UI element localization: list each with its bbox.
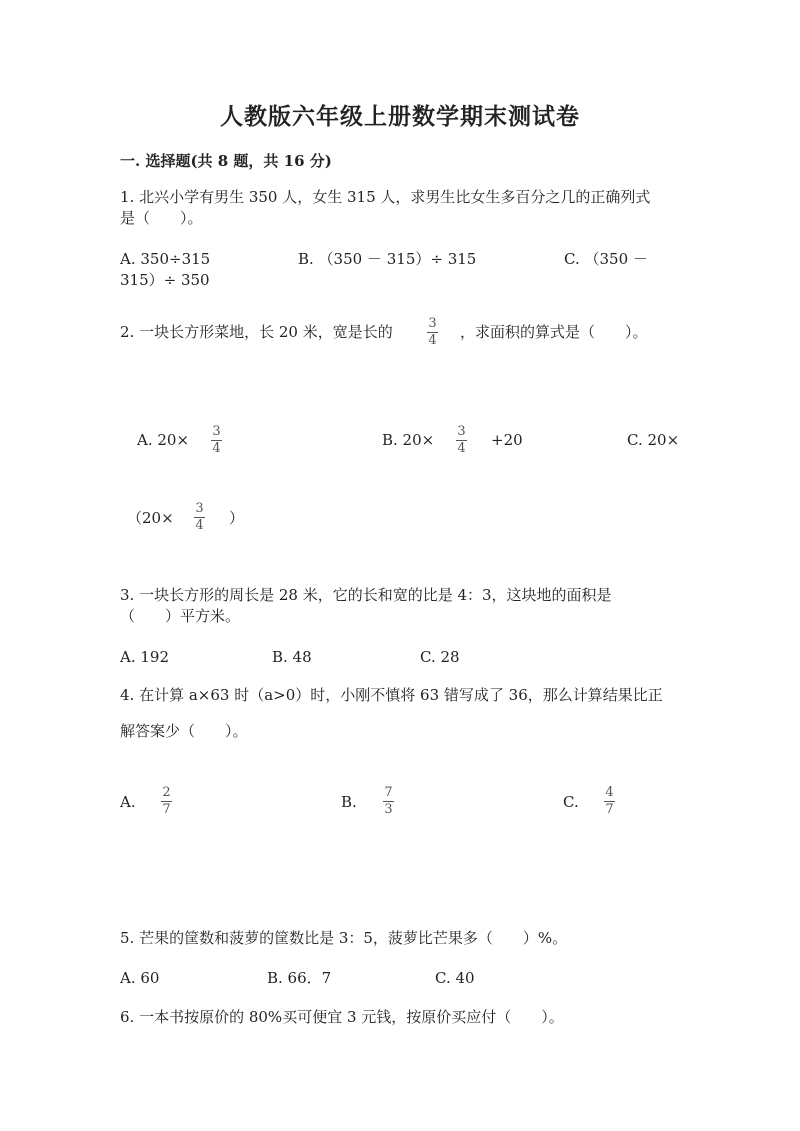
fraction-numerator: 7 — [384, 785, 393, 800]
question-2-option-d-close: ） — [229, 509, 245, 527]
fraction-numerator: 3 — [457, 424, 466, 439]
question-5-option-a: A. 60 — [120, 969, 160, 987]
question-4-option-c: C. — [563, 793, 579, 811]
fraction-denominator: 4 — [428, 333, 437, 348]
question-6-text: 6. 一本书按原价的 80%买可便宜 3 元钱，按原价买应付（ ）。 — [120, 1008, 564, 1026]
question-4-option-a: A. — [120, 793, 136, 811]
question-5-option-b: B. 66．7 — [267, 969, 332, 987]
question-4-text-line2: 解答案少（ ）。 — [120, 722, 248, 740]
question-5-option-c: C. 40 — [435, 969, 475, 987]
question-4-option-a-fraction — [161, 786, 172, 817]
fraction-denominator: 4 — [212, 441, 221, 456]
question-3-option-a: A. 192 — [120, 648, 169, 666]
question-2-text-after: ，求面积的算式是（ ）。 — [460, 323, 648, 341]
question-1-option-a: A. 350÷315 — [120, 250, 211, 268]
question-4-option-c-fraction — [604, 786, 615, 817]
fraction-numerator: 3 — [428, 316, 437, 331]
question-1-option-c-cont: 315）÷ 350 — [120, 271, 210, 289]
question-3-option-b: B. 48 — [272, 648, 312, 666]
fraction-numerator: 3 — [195, 501, 204, 516]
question-1-option-b: B. （350 － 315）÷ 315 — [298, 250, 477, 268]
question-2-option-a: A. 20× — [137, 431, 190, 449]
question-4-option-b-fraction — [383, 786, 394, 817]
question-1-option-c: C. （350 － — [564, 250, 648, 268]
question-2-fraction — [427, 317, 438, 348]
fraction-numerator: 2 — [162, 785, 171, 800]
fraction-denominator: 7 — [162, 802, 171, 817]
question-2-option-a-fraction — [211, 425, 222, 456]
question-2-option-d-fraction — [194, 502, 205, 533]
fraction-numerator: 3 — [212, 424, 221, 439]
fraction-denominator: 3 — [384, 802, 393, 817]
fraction-denominator: 4 — [195, 518, 204, 533]
question-1-text-line2: 是（ ）。 — [120, 209, 203, 227]
question-1-text-line1: 1. 北兴小学有男生 350 人，女生 315 人，求男生比女生多百分之几的正确列式 — [120, 188, 651, 206]
fraction-denominator: 7 — [605, 802, 614, 817]
question-2-option-d: （20× — [127, 509, 174, 527]
question-5-text: 5. 芒果的筐数和菠萝的筐数比是 3：5，菠萝比芒果多（ ）%。 — [120, 929, 568, 947]
question-4-option-b: B. — [341, 793, 357, 811]
question-4-text-line1: 4. 在计算 a×63 时（a>0）时，小刚不慎将 63 错写成了 36，那么计算结果比正 — [120, 686, 663, 704]
page-title: 人教版六年级上册数学期末测试卷 — [220, 103, 580, 130]
question-3-option-c: C. 28 — [420, 648, 460, 666]
question-2-text-before: 2. 一块长方形菜地，长 20 米，宽是长的 — [120, 323, 393, 341]
question-3-text-line2: （ ）平方米。 — [120, 607, 241, 625]
question-3-text-line1: 3. 一块长方形的周长是 28 米，它的长和宽的比是 4：3，这块地的面积是 — [120, 586, 612, 604]
section-heading: 一. 选择题(共 8 题，共 16 分) — [120, 152, 332, 170]
question-2-option-b-fraction — [456, 425, 467, 456]
question-2-option-c: C. 20× — [627, 431, 680, 449]
question-2-option-b: B. 20× — [382, 431, 435, 449]
question-2-option-b-suffix: +20 — [491, 431, 523, 449]
fraction-numerator: 4 — [605, 785, 614, 800]
fraction-denominator: 4 — [457, 441, 466, 456]
